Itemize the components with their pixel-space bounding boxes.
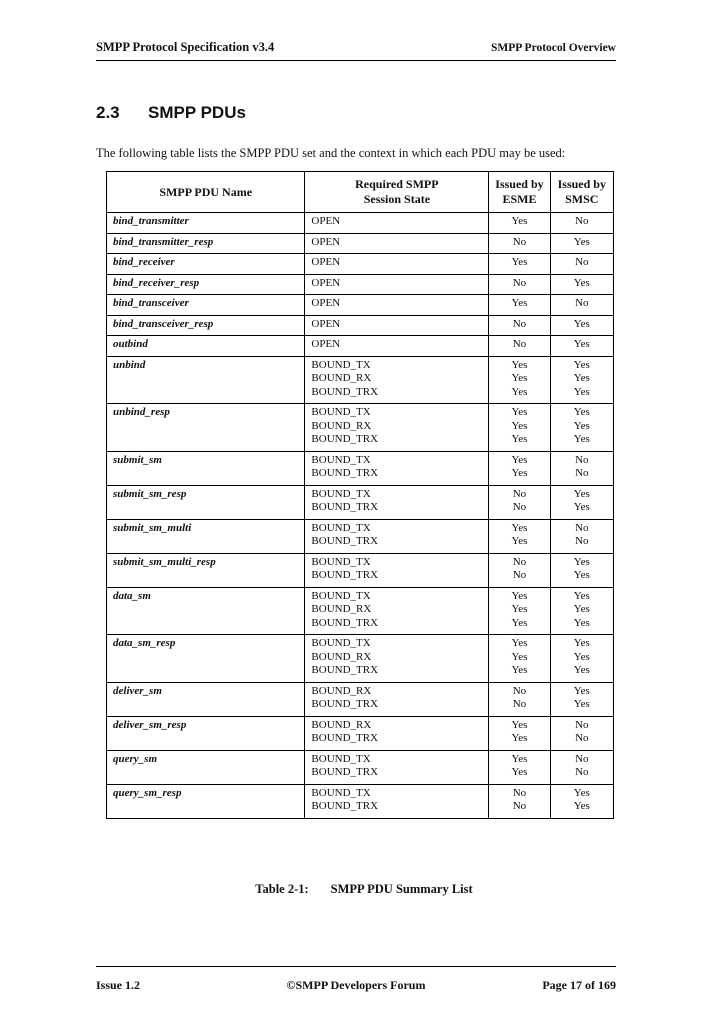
issued-by-esme-value: Yes: [511, 521, 528, 534]
pdu-name-cell: unbind: [107, 356, 305, 404]
session-state-cell: [305, 315, 489, 336]
table-row: [107, 682, 614, 716]
issued-by-esme-value: Yes: [511, 433, 528, 445]
session-state-value: BOUND_TX: [311, 589, 371, 602]
issued-by-esme-value: Yes: [511, 637, 528, 649]
issued-by-esme-value: Yes: [511, 603, 528, 615]
header-doc-title: SMPP Protocol Specification v3.4: [96, 40, 275, 54]
session-state-cell: [305, 451, 489, 485]
issued-by-smsc-cell: [550, 295, 613, 316]
issued-by-esme-value: No: [512, 698, 527, 710]
issued-by-esme-value: Yes: [511, 535, 528, 547]
pdu-name-cell: submit_sm_multi_resp: [107, 553, 305, 587]
table-row: [107, 233, 614, 254]
session-state-value: BOUND_TRX: [311, 800, 379, 812]
issued-by-smsc-value: Yes: [573, 235, 590, 248]
session-state-cell: [305, 356, 489, 404]
issued-by-smsc-value: Yes: [573, 419, 590, 432]
issued-by-smsc-value: Yes: [573, 800, 590, 812]
section-heading: [96, 103, 246, 123]
issued-by-smsc-cell: [550, 336, 613, 357]
session-state-value: BOUND_TRX: [311, 569, 379, 581]
session-state-value: BOUND_TRX: [311, 732, 379, 744]
header-smsc-line1: Issued by: [557, 177, 606, 191]
session-state-cell: [305, 213, 489, 234]
session-state-value: BOUND_TX: [311, 521, 371, 534]
issued-by-esme-cell: [489, 356, 550, 404]
issued-by-smsc-value: Yes: [573, 664, 590, 676]
issued-by-esme-value: No: [512, 569, 527, 581]
session-state-value: BOUND_TX: [311, 406, 371, 418]
pdu-name-cell: query_sm_resp: [107, 784, 305, 818]
caption-label: Table 2-1:: [255, 882, 309, 896]
header-rule: [96, 60, 616, 61]
pdu-name-cell: bind_receiver: [107, 254, 305, 275]
issued-by-esme-value: Yes: [511, 256, 528, 268]
issued-by-esme-cell: [489, 750, 550, 784]
session-state-value: BOUND_TRX: [311, 385, 379, 398]
session-state-value: OPEN: [311, 338, 341, 350]
header-session-state-line2: Session State: [363, 192, 431, 206]
issued-by-esme-value: Yes: [511, 718, 528, 731]
issued-by-esme-value: Yes: [511, 467, 528, 479]
issued-by-smsc-cell: [550, 587, 613, 635]
pdu-name-cell: bind_transmitter_resp: [107, 233, 305, 254]
table-row: [107, 295, 614, 316]
session-state-cell: [305, 485, 489, 519]
issued-by-smsc-value: Yes: [573, 501, 590, 513]
pdu-name-cell: bind_receiver_resp: [107, 274, 305, 295]
session-state-cell: [305, 519, 489, 553]
session-state-value: OPEN: [311, 297, 341, 309]
issued-by-smsc-value: No: [575, 752, 589, 765]
issued-by-smsc-value: Yes: [573, 358, 590, 371]
session-state-cell: [305, 587, 489, 635]
issued-by-esme-cell: [489, 682, 550, 716]
issued-by-smsc-value: Yes: [573, 786, 590, 799]
issued-by-smsc-cell: [550, 213, 613, 234]
issued-by-smsc-cell: [550, 485, 613, 519]
issued-by-esme-cell: [489, 233, 550, 254]
issued-by-esme-cell: [489, 254, 550, 275]
issued-by-esme-value: No: [512, 786, 527, 799]
pdu-name-cell: unbind_resp: [107, 404, 305, 452]
session-state-value: OPEN: [311, 317, 341, 330]
header-pdu-name: SMPP PDU Name: [107, 172, 305, 213]
pdu-summary-table: [106, 171, 614, 819]
issued-by-smsc-value: No: [575, 256, 589, 268]
table-header-row: [107, 172, 614, 213]
footer-page-number: Page 17 of 169: [542, 978, 616, 992]
issued-by-smsc-value: No: [575, 718, 589, 731]
pdu-name-cell: submit_sm: [107, 451, 305, 485]
issued-by-smsc-value: Yes: [573, 487, 590, 500]
issued-by-esme-value: No: [512, 338, 527, 350]
issued-by-esme-cell: [489, 587, 550, 635]
issued-by-esme-value: Yes: [511, 372, 528, 384]
issued-by-esme-value: No: [512, 555, 527, 568]
pdu-name-cell: query_sm: [107, 750, 305, 784]
issued-by-esme-cell: [489, 274, 550, 295]
issued-by-smsc-cell: [550, 784, 613, 818]
header-session-state-line1: Required SMPP: [355, 177, 439, 191]
issued-by-esme-cell: [489, 315, 550, 336]
pdu-name-cell: deliver_sm: [107, 682, 305, 716]
pdu-name-cell: submit_sm_resp: [107, 485, 305, 519]
table-row: [107, 315, 614, 336]
table-row: [107, 254, 614, 275]
issued-by-esme-value: Yes: [511, 589, 528, 602]
table-row: [107, 336, 614, 357]
session-state-cell: [305, 635, 489, 683]
page-footer: [96, 966, 616, 990]
session-state-value: OPEN: [311, 256, 341, 268]
issued-by-esme-value: Yes: [511, 215, 528, 227]
session-state-value: BOUND_TX: [311, 637, 371, 649]
issued-by-esme-cell: [489, 784, 550, 818]
issued-by-esme-cell: [489, 635, 550, 683]
pdu-name-cell: bind_transmitter: [107, 213, 305, 234]
session-state-value: BOUND_TRX: [311, 616, 379, 629]
issued-by-smsc-cell: [550, 254, 613, 275]
issued-by-smsc-value: Yes: [573, 338, 590, 350]
session-state-value: BOUND_TRX: [311, 766, 379, 778]
issued-by-smsc-value: No: [575, 732, 589, 744]
issued-by-smsc-value: No: [575, 215, 589, 227]
issued-by-esme-value: Yes: [511, 297, 528, 309]
table-row: [107, 451, 614, 485]
header-smsc-line2: SMSC: [565, 192, 599, 206]
issued-by-smsc-cell: [550, 274, 613, 295]
issued-by-smsc-cell: [550, 451, 613, 485]
issued-by-smsc-cell: [550, 553, 613, 587]
issued-by-esme-value: Yes: [511, 664, 528, 676]
table-row: [107, 750, 614, 784]
issued-by-esme-value: Yes: [511, 453, 528, 466]
session-state-value: BOUND_TRX: [311, 535, 379, 547]
issued-by-smsc-cell: [550, 750, 613, 784]
pdu-name-cell: bind_transceiver_resp: [107, 315, 305, 336]
session-state-value: BOUND_RX: [311, 684, 372, 697]
issued-by-esme-value: Yes: [511, 732, 528, 744]
issued-by-esme-value: Yes: [511, 650, 528, 663]
session-state-cell: [305, 404, 489, 452]
header-chapter-title: SMPP Protocol Overview: [491, 42, 616, 54]
issued-by-smsc-value: No: [575, 521, 589, 534]
issued-by-smsc-value: Yes: [573, 555, 590, 568]
pdu-name-cell: submit_sm_multi: [107, 519, 305, 553]
session-state-cell: [305, 233, 489, 254]
table-row: [107, 485, 614, 519]
session-state-cell: [305, 295, 489, 316]
session-state-value: BOUND_TX: [311, 555, 371, 568]
issued-by-smsc-value: No: [575, 535, 589, 547]
footer-copyright: ©SMPP Developers Forum: [286, 978, 426, 992]
issued-by-smsc-value: Yes: [573, 684, 590, 697]
issued-by-smsc-value: Yes: [573, 385, 590, 398]
issued-by-smsc-cell: [550, 315, 613, 336]
section-number: 2.3: [96, 103, 120, 122]
issued-by-smsc-value: Yes: [573, 317, 590, 330]
session-state-cell: [305, 716, 489, 750]
issued-by-smsc-value: Yes: [573, 569, 590, 581]
issued-by-esme-cell: [489, 451, 550, 485]
issued-by-esme-value: No: [512, 235, 527, 248]
header-session-state: [305, 172, 489, 213]
issued-by-esme-value: Yes: [511, 358, 528, 371]
issued-by-esme-cell: [489, 519, 550, 553]
session-state-value: BOUND_RX: [311, 603, 372, 615]
issued-by-smsc-cell: [550, 716, 613, 750]
issued-by-smsc-cell: [550, 404, 613, 452]
table-row: [107, 784, 614, 818]
header-esme-line1: Issued by: [495, 177, 544, 191]
issued-by-smsc-value: No: [575, 467, 589, 479]
issued-by-esme-cell: [489, 716, 550, 750]
issued-by-smsc-value: Yes: [573, 650, 590, 663]
issued-by-smsc-value: Yes: [573, 372, 590, 384]
session-state-cell: [305, 750, 489, 784]
session-state-cell: [305, 784, 489, 818]
session-state-cell: [305, 254, 489, 275]
session-state-value: BOUND_TX: [311, 487, 371, 500]
issued-by-esme-value: Yes: [511, 385, 528, 398]
pdu-name-cell: outbind: [107, 336, 305, 357]
session-state-value: BOUND_RX: [311, 419, 372, 432]
issued-by-smsc-value: No: [575, 453, 589, 466]
issued-by-smsc-cell: [550, 635, 613, 683]
issued-by-esme-value: No: [512, 487, 527, 500]
session-state-cell: [305, 682, 489, 716]
table-caption: [0, 882, 728, 897]
issued-by-smsc-value: Yes: [573, 433, 590, 445]
section-title: SMPP PDUs: [148, 103, 246, 122]
session-state-value: BOUND_RX: [311, 372, 372, 384]
session-state-value: BOUND_TX: [311, 786, 371, 799]
table-row: [107, 213, 614, 234]
intro-paragraph: The following table lists the SMPP PDU set and the context in which each PDU may be used:: [96, 146, 566, 160]
issued-by-smsc-value: Yes: [573, 276, 590, 289]
issued-by-smsc-cell: [550, 682, 613, 716]
issued-by-esme-value: No: [512, 501, 527, 513]
issued-by-esme-cell: [489, 404, 550, 452]
session-state-value: OPEN: [311, 215, 341, 227]
pdu-name-cell: data_sm: [107, 587, 305, 635]
caption-title: SMPP PDU Summary List: [330, 882, 473, 896]
issued-by-smsc-value: No: [575, 766, 589, 778]
issued-by-esme-cell: [489, 213, 550, 234]
table-body: [107, 213, 614, 819]
table-row: [107, 356, 614, 404]
session-state-cell: [305, 274, 489, 295]
issued-by-esme-value: Yes: [511, 752, 528, 765]
issued-by-esme-value: No: [512, 317, 527, 330]
issued-by-smsc-value: No: [575, 297, 589, 309]
issued-by-esme-value: Yes: [511, 419, 528, 432]
issued-by-esme-cell: [489, 295, 550, 316]
issued-by-esme-value: No: [512, 684, 527, 697]
session-state-value: BOUND_TRX: [311, 664, 379, 676]
session-state-cell: [305, 336, 489, 357]
session-state-value: BOUND_TRX: [311, 467, 379, 479]
issued-by-esme-value: No: [512, 800, 527, 812]
table-row: [107, 716, 614, 750]
issued-by-smsc-value: Yes: [573, 637, 590, 649]
header-esme-line2: ESME: [502, 192, 537, 206]
pdu-name-cell: data_sm_resp: [107, 635, 305, 683]
session-state-value: BOUND_TRX: [311, 501, 379, 513]
session-state-value: OPEN: [311, 276, 341, 289]
issued-by-smsc-cell: [550, 356, 613, 404]
page-header: [96, 38, 616, 62]
table-row: [107, 587, 614, 635]
session-state-value: BOUND_RX: [311, 718, 372, 731]
issued-by-esme-value: No: [512, 276, 527, 289]
footer-rule: [96, 966, 616, 967]
issued-by-esme-value: Yes: [511, 406, 528, 418]
issued-by-smsc-value: Yes: [573, 616, 590, 629]
table-row: [107, 553, 614, 587]
session-state-value: BOUND_TX: [311, 752, 371, 765]
session-state-value: BOUND_TRX: [311, 433, 379, 445]
header-issued-by-smsc: [550, 172, 613, 213]
table-row: [107, 519, 614, 553]
issued-by-smsc-value: Yes: [573, 603, 590, 615]
header-issued-by-esme: [489, 172, 550, 213]
issued-by-esme-value: Yes: [511, 766, 528, 778]
issued-by-smsc-value: Yes: [573, 406, 590, 418]
session-state-value: BOUND_TRX: [311, 698, 379, 710]
footer-issue: Issue 1.2: [96, 978, 141, 992]
table-row: [107, 404, 614, 452]
session-state-value: BOUND_TX: [311, 358, 371, 371]
issued-by-smsc-cell: [550, 519, 613, 553]
issued-by-esme-cell: [489, 553, 550, 587]
session-state-value: OPEN: [311, 235, 341, 248]
issued-by-smsc-cell: [550, 233, 613, 254]
session-state-value: BOUND_TX: [311, 453, 371, 466]
issued-by-esme-cell: [489, 336, 550, 357]
issued-by-esme-cell: [489, 485, 550, 519]
session-state-value: BOUND_RX: [311, 650, 372, 663]
table-row: [107, 274, 614, 295]
pdu-name-cell: deliver_sm_resp: [107, 716, 305, 750]
issued-by-smsc-value: Yes: [573, 698, 590, 710]
issued-by-smsc-value: Yes: [573, 589, 590, 602]
pdu-name-cell: bind_transceiver: [107, 295, 305, 316]
issued-by-esme-value: Yes: [511, 616, 528, 629]
session-state-cell: [305, 553, 489, 587]
table-row: [107, 635, 614, 683]
